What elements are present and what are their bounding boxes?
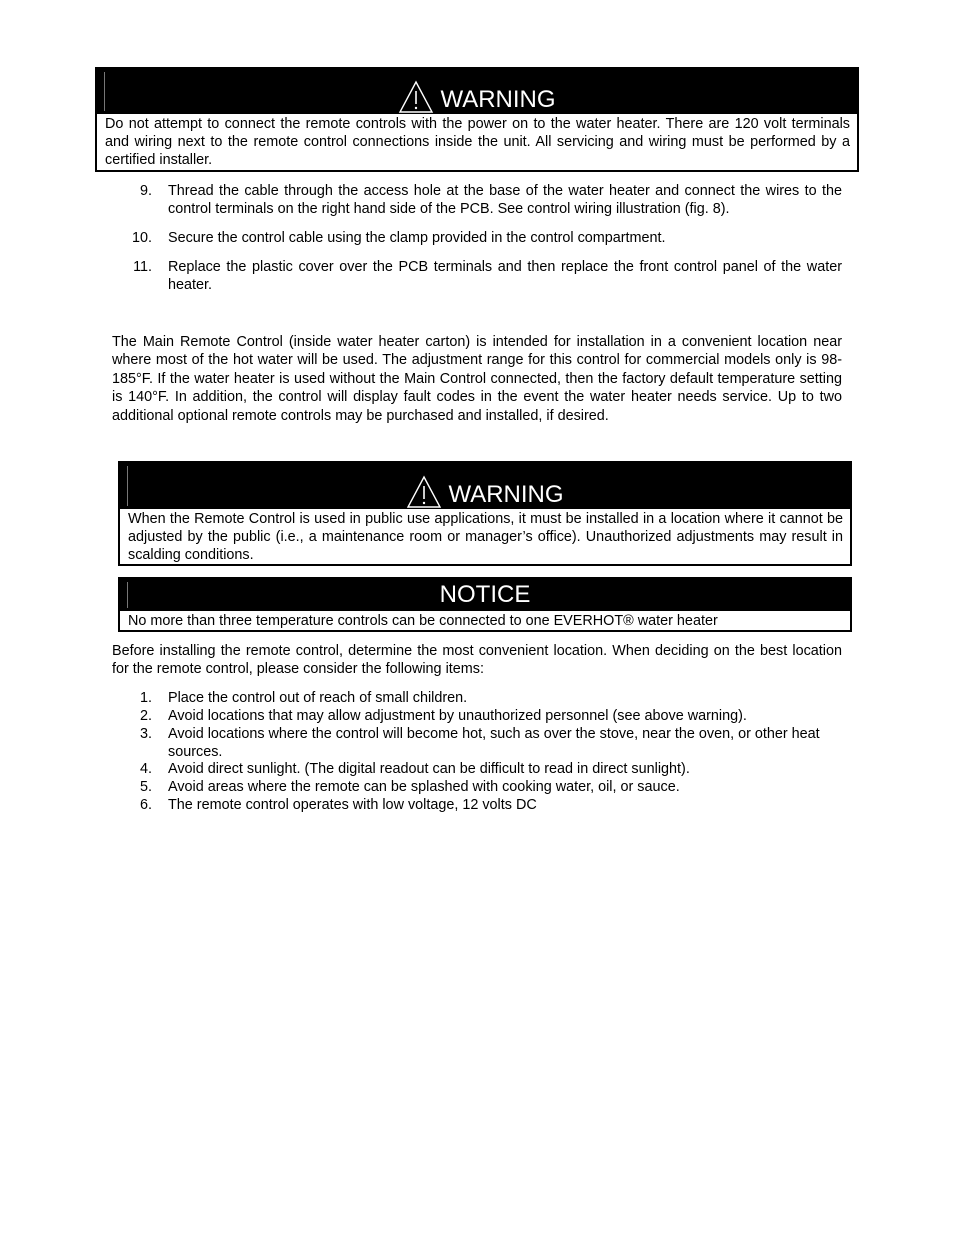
list-item: 1. Place the control out of reach of small children. — [139, 690, 468, 706]
list-item: 4. Avoid direct sunlight. (The digital readout can be difficult to read in direct sunlight). — [139, 761, 690, 777]
list-item: 11. Replace the plastic cover over the PCB terminals and then replace the front control panel of the water heater. — [133, 259, 842, 294]
notice-header — [120, 579, 850, 611]
warning-header — [97, 69, 857, 114]
warning-box-public-use — [118, 461, 852, 566]
list-item: 10. Secure the control cable using the clamp provided in the control compartment. — [131, 230, 666, 246]
list-item: 3. Avoid locations where the control will become hot, such as over the stove, near the oven, or other heat sources. — [139, 726, 820, 760]
list-item: 6. The remote control operates with low voltage, 12 volts DC — [139, 797, 537, 813]
notice-title: NOTICE — [439, 581, 531, 608]
warning-box-power — [95, 67, 859, 172]
list-item: 9. Thread the cable through the access hole at the base of the water heater and connect the wires to the control terminals on the right hand side of the PCB. See control wiring illustration (fig. 8). — [139, 183, 842, 218]
notice-box — [118, 577, 852, 632]
warning-triangle-icon — [406, 475, 442, 509]
warning-triangle-icon — [398, 80, 434, 114]
warning-title: WARNING — [440, 86, 556, 113]
warning-title: WARNING — [448, 481, 564, 508]
notice-text: No more than three temperature controls can be connected to one EVERHOT® water heater — [128, 613, 718, 629]
location-paragraph: Before installing the remote control, determine the most convenient location. When deciding on the best location for the remote control, please consider the following items: — [112, 643, 842, 678]
warning-text: Do not attempt to connect the remote controls with the power on to the water heater. There are 120 volt terminals and wiring next to the remote control connections inside the unit. All servicing and wiring must be performed by a certified installer. — [105, 116, 850, 169]
list-item: 5. Avoid areas where the remote can be splashed with cooking water, oil, or sauce. — [139, 779, 680, 795]
list-item: 2. Avoid locations that may allow adjustment by unauthorized personnel (see above warning). — [139, 708, 747, 724]
warning-text: When the Remote Control is used in public use applications, it must be installed in a location where it cannot be adjusted by the public (i.e., a maintenance room or manager’s office). Unauthorized adjustments may result in scalding conditions. — [128, 511, 843, 564]
warning-header — [120, 463, 850, 509]
intro-paragraph: The Main Remote Control (inside water heater carton) is intended for installation in a convenient location near where most of the hot water will be used. The adjustment range for this control for commercial models only is 98-185°F. If the water heater is used without the Main Control connected, then the factory default temperature setting is 140°F. In addition, the control will display fault codes in the event the water heater needs service. Up to two additional optional remote controls may be purchased and installed, if desired. — [112, 334, 842, 424]
